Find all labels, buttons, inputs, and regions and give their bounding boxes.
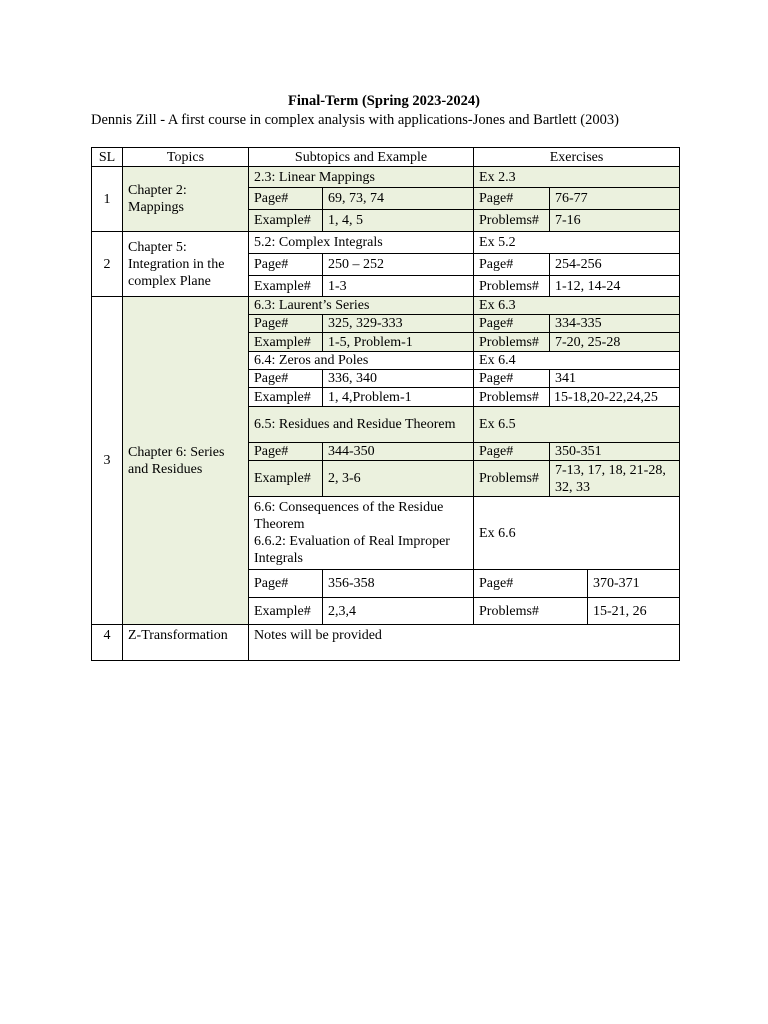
problems-values: 7-13, 17, 18, 21-28, 32, 33 xyxy=(550,461,680,497)
table-row xyxy=(92,297,680,315)
subtopic-title: 6.4: Zeros and Poles xyxy=(249,352,474,370)
sl-cell: 1 xyxy=(92,167,123,232)
topic-cell: Chapter 6: Series and Residues xyxy=(123,297,249,625)
problems-label: Problems# xyxy=(474,388,550,407)
page-values: 356-358 xyxy=(323,570,474,598)
example-values: 1, 4, 5 xyxy=(323,210,474,232)
example-label: Example# xyxy=(249,388,323,407)
subtopic-title-line: 6.6.2: Evaluation of Real Improper Integrals xyxy=(254,534,450,566)
exercise-pages: 254-256 xyxy=(550,254,680,276)
exercise-title: Ex 6.6 xyxy=(474,497,680,570)
problems-values: 15-21, 26 xyxy=(588,598,680,625)
exercise-title: Ex 6.3 xyxy=(474,297,680,315)
exercise-title: Ex 6.4 xyxy=(474,352,680,370)
sl-cell: 2 xyxy=(92,232,123,297)
page-label: Page# xyxy=(474,315,550,333)
problems-label: Problems# xyxy=(474,461,550,497)
example-label: Example# xyxy=(249,598,323,625)
syllabus-table xyxy=(91,147,680,661)
page-label: Page# xyxy=(249,370,323,388)
problems-label: Problems# xyxy=(474,598,588,625)
page-values: 250 – 252 xyxy=(323,254,474,276)
exercise-pages: 76-77 xyxy=(550,188,680,210)
exercise-pages: 341 xyxy=(550,370,680,388)
page-values: 336, 340 xyxy=(323,370,474,388)
problems-values: 7-20, 25-28 xyxy=(550,333,680,352)
page-label: Page# xyxy=(249,443,323,461)
example-values: 2, 3-6 xyxy=(323,461,474,497)
example-values: 1-5, Problem-1 xyxy=(323,333,474,352)
exercise-pages: 370-371 xyxy=(588,570,680,598)
subtopic-title: 2.3: Linear Mappings xyxy=(249,167,474,188)
topic-cell: Chapter 2: Mappings xyxy=(123,167,249,232)
subtopic-title: 6.5: Residues and Residue Theorem xyxy=(249,407,474,443)
example-label: Example# xyxy=(249,276,323,297)
page-label: Page# xyxy=(474,570,588,598)
table-row xyxy=(92,167,680,188)
problems-label: Problems# xyxy=(474,210,550,232)
topic-cell: Z-Transformation xyxy=(123,625,249,661)
subtopic-title-line: 6.6: Consequences of the Residue Theorem xyxy=(254,500,444,532)
page-label: Page# xyxy=(474,188,550,210)
example-label: Example# xyxy=(249,461,323,497)
header-subtopics: Subtopics and Example xyxy=(249,148,474,167)
sl-cell: 3 xyxy=(92,297,123,625)
page-values: 344-350 xyxy=(323,443,474,461)
problems-values: 7-16 xyxy=(550,210,680,232)
problems-values: 1-12, 14-24 xyxy=(550,276,680,297)
subtopic-title: 5.2: Complex Integrals xyxy=(249,232,474,254)
page-label: Page# xyxy=(474,254,550,276)
exercise-pages: 350-351 xyxy=(550,443,680,461)
example-values: 2,3,4 xyxy=(323,598,474,625)
problems-label: Problems# xyxy=(474,276,550,297)
notes-cell: Notes will be provided xyxy=(249,625,680,661)
header-topics: Topics xyxy=(123,148,249,167)
header-sl: SL xyxy=(92,148,123,167)
example-values: 1, 4,Problem-1 xyxy=(323,388,474,407)
page-label: Page# xyxy=(249,254,323,276)
page-label: Page# xyxy=(249,570,323,598)
page-label: Page# xyxy=(474,443,550,461)
page-values: 69, 73, 74 xyxy=(323,188,474,210)
example-values: 1-3 xyxy=(323,276,474,297)
table-row xyxy=(92,232,680,254)
header-exercises: Exercises xyxy=(474,148,680,167)
example-label: Example# xyxy=(249,210,323,232)
problems-values: 15-18,20-22,24,25 xyxy=(550,388,680,407)
page-values: 325, 329-333 xyxy=(323,315,474,333)
exercise-title: Ex 6.5 xyxy=(474,407,680,443)
table-row xyxy=(92,625,680,661)
exercise-title: Ex 2.3 xyxy=(474,167,680,188)
exercise-pages: 334-335 xyxy=(550,315,680,333)
subtopic-title: 6.3: Laurent’s Series xyxy=(249,297,474,315)
page-label: Page# xyxy=(474,370,550,388)
subtopic-title xyxy=(249,497,474,570)
page-label: Page# xyxy=(249,188,323,210)
exercise-title: Ex 5.2 xyxy=(474,232,680,254)
problems-label: Problems# xyxy=(474,333,550,352)
example-label: Example# xyxy=(249,333,323,352)
table-header-row xyxy=(92,148,680,167)
page-label: Page# xyxy=(249,315,323,333)
topic-cell: Chapter 5: Integration in the complex Plane xyxy=(123,232,249,297)
document-title: Final-Term (Spring 2023-2024) xyxy=(288,93,480,109)
sl-cell: 4 xyxy=(92,625,123,661)
document-subtitle: Dennis Zill - A first course in complex analysis with applications-Jones and Bartlett (2003) xyxy=(91,112,619,128)
